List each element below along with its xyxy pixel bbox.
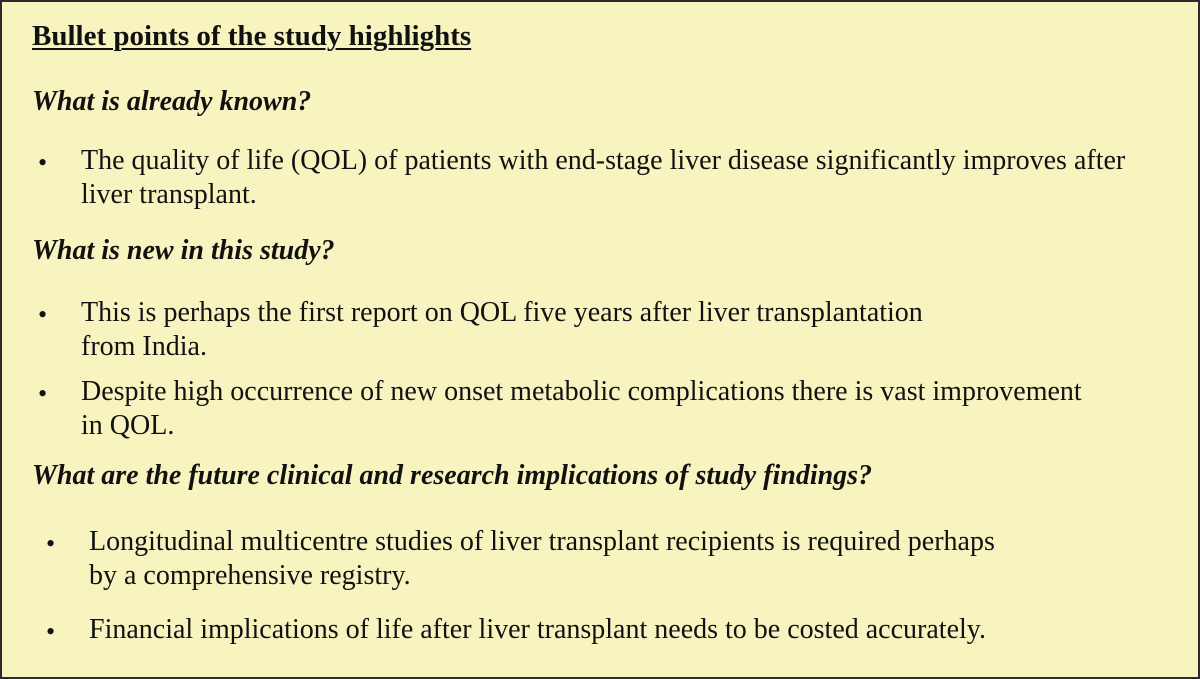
bullet-icon: • bbox=[38, 379, 48, 408]
list-item-line: from India. bbox=[81, 331, 207, 362]
list-item-line: by a comprehensive registry. bbox=[89, 560, 411, 591]
list-item-line: This is perhaps the first report on QOL five years after liver transplantation bbox=[81, 297, 923, 328]
list-item-line: Longitudinal multicentre studies of liver transplant recipients is required perhaps bbox=[89, 526, 995, 557]
list-item-line: in QOL. bbox=[81, 410, 175, 441]
list-item bbox=[81, 144, 1125, 212]
list-item bbox=[81, 375, 1082, 443]
bullet-icon: • bbox=[38, 300, 48, 329]
list-item bbox=[89, 525, 995, 593]
list-item bbox=[81, 296, 923, 364]
list-item-line: liver transplant. bbox=[81, 179, 257, 210]
page-title: Bullet points of the study highlights bbox=[32, 20, 472, 52]
bullet-icon: • bbox=[38, 148, 48, 177]
bullet-icon: • bbox=[46, 529, 56, 558]
bullet-icon: • bbox=[46, 617, 56, 646]
list-item-line: The quality of life (QOL) of patients with end-stage liver disease significantly improves after bbox=[81, 145, 1126, 176]
list-item-line: Financial implications of life after liver transplant needs to be costed accurately. bbox=[89, 614, 986, 645]
list-item-line: Despite high occurrence of new onset metabolic complications there is vast improvement bbox=[81, 376, 1082, 407]
list-item bbox=[89, 613, 986, 647]
section-heading-new: What is new in this study? bbox=[32, 235, 335, 266]
section-heading-implications: What are the future clinical and research implications of study findings? bbox=[32, 460, 873, 491]
section-heading-known: What is already known? bbox=[32, 86, 312, 117]
